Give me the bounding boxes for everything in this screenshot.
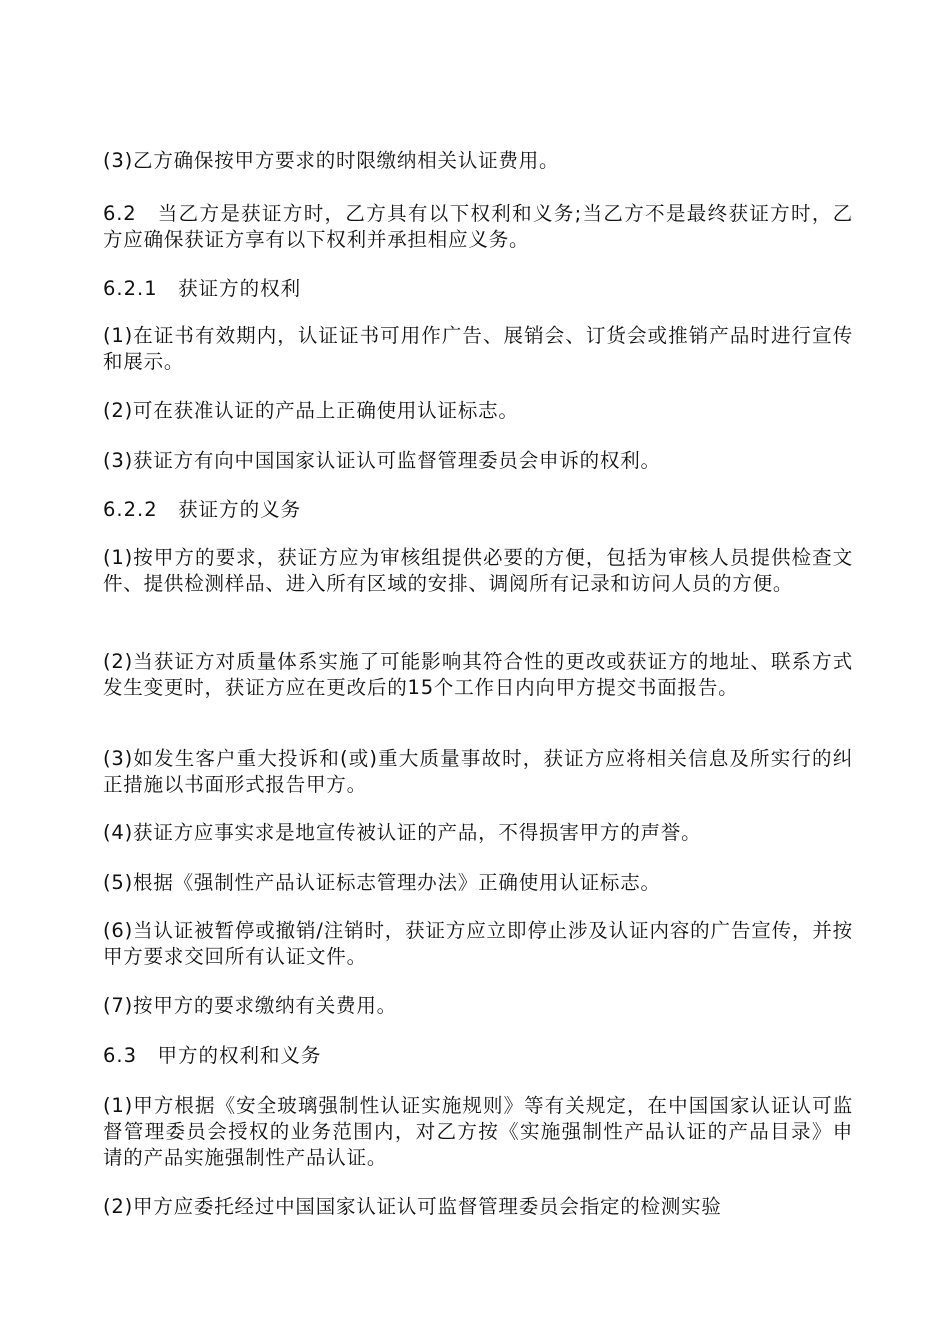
section-heading: 6.2.2 获证方的义务 bbox=[103, 498, 302, 521]
clause-text: (3)乙方确保按甲方要求的时限缴纳相关认证费用。 bbox=[103, 149, 560, 172]
clause-text: (1)按甲方的要求，获证方应为审核组提供必要的方便，包括为审核人员提供检查文件、提供检测样品、进入所有区域的安排、调阅所有记录和访问人员的方便。 bbox=[103, 546, 853, 595]
clause-text: (3)如发生客户重大投诉和(或)重大质量事故时，获证方应将相关信息及所实行的纠正措施以书面形式报告甲方。 bbox=[103, 747, 853, 796]
clause-text: (7)按甲方的要求缴纳有关费用。 bbox=[103, 994, 397, 1017]
clause-text: (5)根据《强制性产品认证标志管理办法》正确使用认证标志。 bbox=[103, 871, 661, 894]
clause-text: (3)获证方有向中国国家认证认可监督管理委员会申诉的权利。 bbox=[103, 449, 661, 472]
clause-text: (4)获证方应事实求是地宣传被认证的产品，不得损害甲方的声誉。 bbox=[103, 821, 702, 844]
clause-text: (1)在证书有效期内，认证证书可用作广告、展销会、订货会或推销产品时进行宣传和展示。 bbox=[103, 324, 853, 373]
clause-text: (1)甲方根据《安全玻璃强制性认证实施规则》等有关规定，在中国国家认证认可监督管理委员会授权的业务范围内，对乙方按《实施强制性产品认证的产品目录》申请的产品实施强制性产品认证。 bbox=[103, 1094, 853, 1169]
clause-heading: 6.2 当乙方是获证方时，乙方具有以下权利和义务;当乙方不是最终获证方时，乙方应确保获证方享有以下权利并承担相应义务。 bbox=[103, 202, 853, 251]
clause-text: (2)当获证方对质量体系实施了可能影响其符合性的更改或获证方的地址、联系方式发生变更时，获证方应在更改后的15个工作日内向甲方提交书面报告。 bbox=[103, 650, 853, 699]
clause-text: (6)当认证被暂停或撤销/注销时，获证方应立即停止涉及认证内容的广告宣传，并按甲方要求交回所有认证文件。 bbox=[103, 919, 853, 968]
clause-text: (2)甲方应委托经过中国国家认证认可监督管理委员会指定的检测实验 bbox=[103, 1195, 722, 1218]
section-heading: 6.2.1 获证方的权利 bbox=[103, 277, 302, 300]
clause-text: (2)可在获准认证的产品上正确使用认证标志。 bbox=[103, 399, 519, 422]
section-heading: 6.3 甲方的权利和义务 bbox=[103, 1044, 322, 1067]
